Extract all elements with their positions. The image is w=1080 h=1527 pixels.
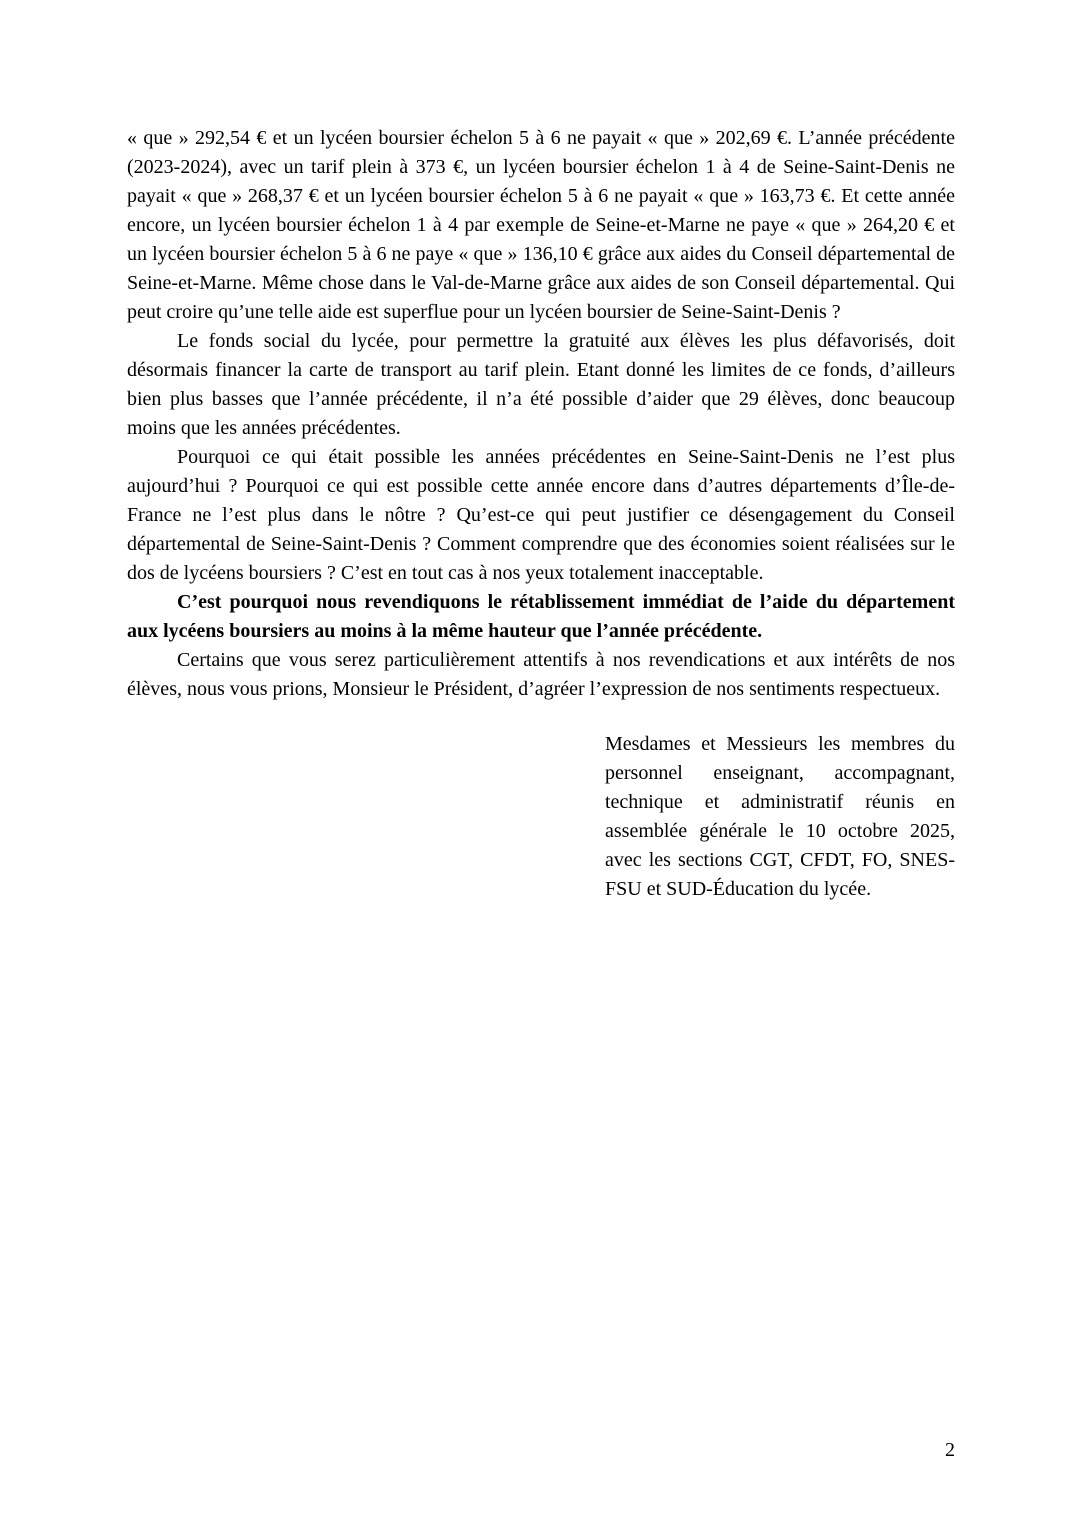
paragraph-revendication-bold: C’est pourquoi nous revendiquons le rétablissement immédiat de l’aide du département aux lycéens boursiers au moins à la même hauteur que l’année précédente. [127, 591, 955, 642]
paragraph-questions: Pourquoi ce qui était possible les années précédentes en Seine-Saint-Denis ne l’est plus aujourd’hui ? Pourquoi ce qui est possible cette année encore dans d’autres départements d’Île-de-France ne l’est plus dans le nôtre ? Qu’est-ce qui peut justifier ce désengagement du Conseil départemental de Seine-Saint-Denis ? Comment comprendre que des économies soient réalisées sur le dos de lycéens boursiers ? C’est en tout cas à nos yeux totalement inacceptable. [127, 446, 955, 584]
page-number: 2 [945, 1439, 955, 1461]
paragraph-fonds-social: Le fonds social du lycée, pour permettre la gratuité aux élèves les plus défavorisés, doit désormais financer la carte de transport au tarif plein. Etant donné les limites de ce fonds, d’ailleurs bien plus basses que l’année précédente, il n’a été possible d’aider que 29 élèves, donc beaucoup moins que les années précédentes. [127, 330, 955, 439]
paragraph-continuation: « que » 292,54 € et un lycéen boursier échelon 5 à 6 ne payait « que » 202,69 €. L’année précédente (2023-2024), avec un tarif plein à 373 €, un lycéen boursier échelon 1 à 4 de Seine-Saint-Denis ne payait « que » 268,37 € et un lycéen boursier échelon 5 à 6 ne payait « que » 163,73 €. Et cette année encore, un lycéen boursier échelon 1 à 4 par exemple de Seine-et-Marne ne paye « que » 264,20 € et un lycéen boursier échelon 5 à 6 ne paye « que » 136,10 € grâce aux aides du Conseil départemental de Seine-et-Marne. Même chose dans le Val-de-Marne grâce aux aides de son Conseil départemental. Qui peut croire qu’une telle aide est superflue pour un lycéen boursier de Seine-Saint-Denis ? [127, 127, 955, 323]
signature-block: Mesdames et Messieurs les membres du personnel enseignant, accompagnant, technique et administratif réunis en assemblée générale le 10 octobre 2025, avec les sections CGT, CFDT, FO, SNES-FSU et SUD-Éducation du lycée. [605, 733, 955, 900]
body-text [127, 124, 955, 904]
paragraph-closing: Certains que vous serez particulièrement attentifs à nos revendications et aux intérêts de nos élèves, nous vous prions, Monsieur le Président, d’agréer l’expression de nos sentiments respectueux. [127, 649, 955, 700]
